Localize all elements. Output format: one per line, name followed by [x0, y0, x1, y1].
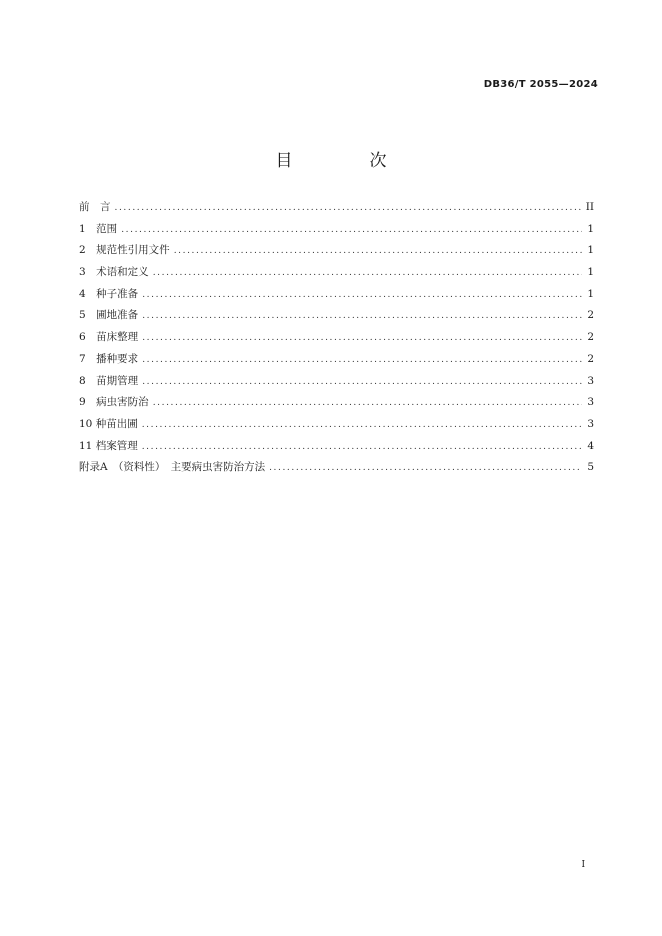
toc-entry-label: 4 种子准备 [79, 287, 139, 300]
toc-entry-label: 7 播种要求 [79, 352, 139, 365]
toc-leader-dots [269, 463, 582, 473]
toc-entry-label: 6 苗床整理 [79, 331, 139, 344]
toc-entry-label: 5 圃地准备 [79, 309, 139, 322]
toc-entry-seedling-lifting[interactable] [79, 416, 594, 438]
toc-leader-dots [153, 398, 582, 408]
toc-leader-dots [142, 311, 582, 321]
toc-leader-dots [142, 333, 582, 343]
toc-entry-appendix-a[interactable] [79, 459, 594, 481]
toc-entry-label: 2 规范性引用文件 [79, 244, 170, 257]
toc-leader-dots [142, 355, 582, 365]
toc-leader-dots [153, 268, 582, 278]
toc-entry-label: 3 术语和定义 [79, 266, 149, 279]
toc-entry-label: 8 苗期管理 [79, 374, 139, 387]
page-number: I [581, 860, 585, 870]
toc-entry-foreword[interactable] [79, 199, 594, 221]
toc-entry-normative-references[interactable] [79, 242, 594, 264]
toc-entry-page: 5 [587, 461, 594, 474]
toc-entry-page: 1 [587, 222, 594, 235]
toc-leader-dots [121, 225, 582, 235]
toc-entry-seedling-management[interactable] [79, 373, 594, 395]
toc-entry-nursery-preparation[interactable] [79, 307, 594, 329]
toc-entry-page: 3 [587, 396, 594, 409]
toc-entry-page: 2 [587, 331, 594, 344]
toc-leader-dots [142, 420, 582, 430]
toc-entry-scope[interactable] [79, 221, 594, 243]
toc-entry-seed-preparation[interactable] [79, 286, 594, 308]
toc-entry-page: 1 [587, 287, 594, 300]
document-code: DB36/T 2055—2024 [483, 79, 598, 90]
toc-entry-terms-definitions[interactable] [79, 264, 594, 286]
toc-entry-page: 1 [587, 244, 594, 257]
toc-leader-dots [115, 203, 582, 213]
toc-leader-dots [174, 246, 582, 256]
toc-entry-label: 前 言 [79, 201, 111, 213]
toc-entry-label: 11 档案管理 [79, 439, 138, 452]
toc-title: 目 次 [275, 151, 417, 171]
toc-entry-label: 1 范围 [79, 222, 118, 235]
toc-entry-page: 2 [587, 309, 594, 322]
toc-leader-dots [142, 442, 582, 452]
toc-entry-page: 1 [587, 266, 594, 279]
toc-leader-dots [142, 377, 582, 387]
toc-entry-sowing-requirements[interactable] [79, 351, 594, 373]
toc-entry-page: 3 [587, 374, 594, 387]
toc-entry-page: 2 [587, 352, 594, 365]
toc-entry-seedbed-preparation[interactable] [79, 329, 594, 351]
toc-entry-label: 10 种苗出圃 [79, 417, 138, 430]
toc-entry-page: 4 [587, 439, 594, 452]
toc-entry-label: 9 病虫害防治 [79, 396, 149, 409]
toc-entry-page: 3 [587, 417, 594, 430]
toc-entry-pest-control[interactable] [79, 394, 594, 416]
toc-entry-label: 附录A （资料性） 主要病虫害防治方法 [79, 461, 266, 474]
table-of-contents [79, 199, 594, 481]
toc-leader-dots [142, 290, 582, 300]
toc-entry-page: II [585, 201, 594, 213]
toc-entry-record-management[interactable] [79, 438, 594, 460]
